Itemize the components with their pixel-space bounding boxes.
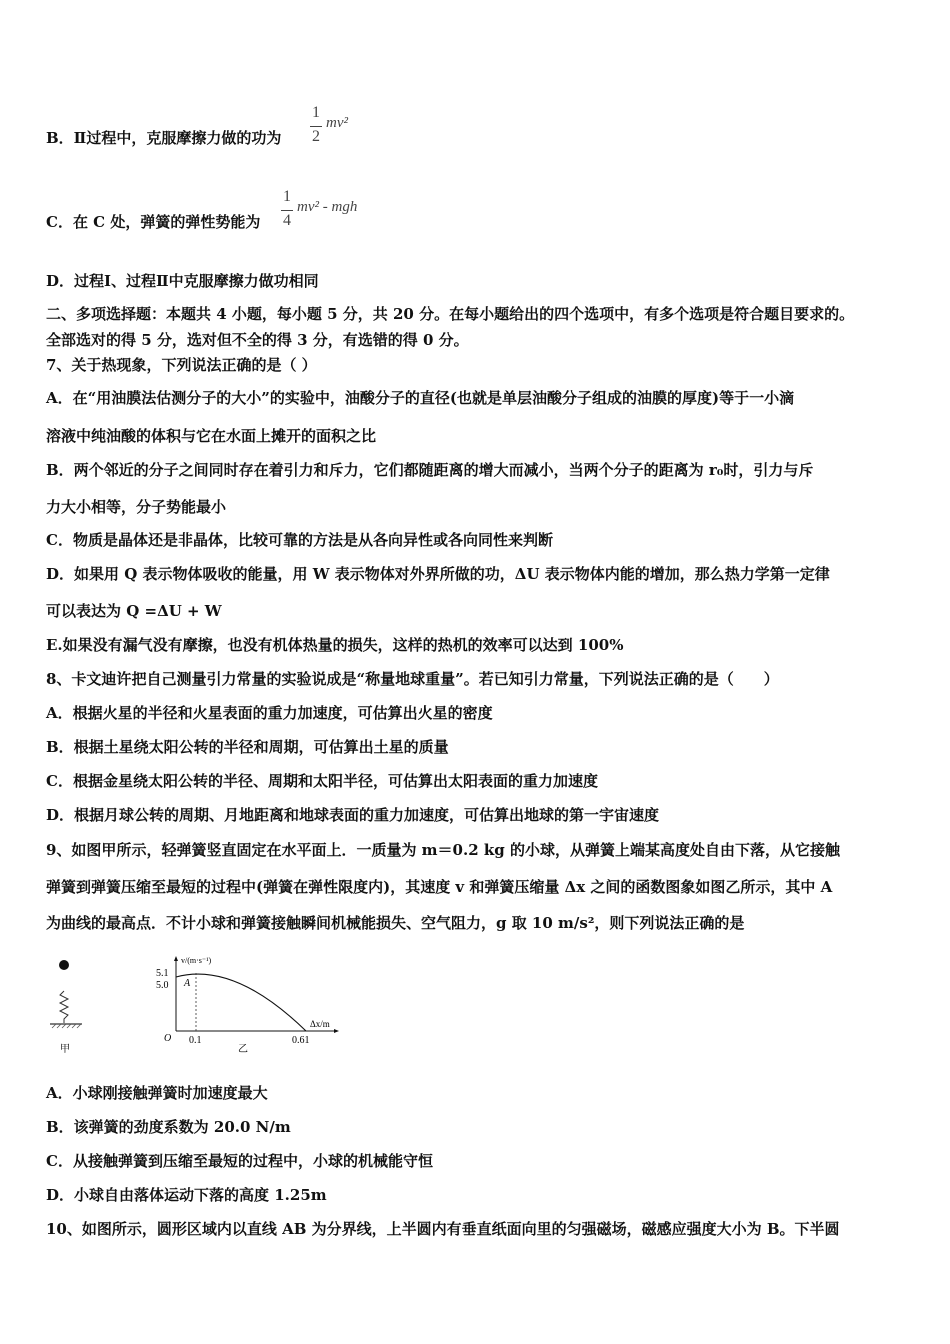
q7-option-a-1: A．在“用油膜法估测分子的大小”的实验中，油酸分子的直径(也就是单层油酸分子组成的油膜的厚度)等于一小滴 bbox=[46, 389, 795, 407]
q9-stem-1: 9、如图甲所示，轻弹簧竖直固定在水平面上．一质量为 m＝0.2 kg 的小球，从弹簧上端某高度处自由下落，从它接触 bbox=[46, 841, 840, 859]
y-tick-5-1: 5.1 bbox=[156, 968, 169, 979]
label-jia: 甲 bbox=[60, 1044, 70, 1055]
section2-instructions-1: 二、多项选择题：本题共 4 小题，每小题 5 分，共 20 分。在每小题给出的四个选项中，有多个选项是符合题目要求的。 bbox=[46, 305, 855, 323]
q8-option-d: D．根据月球公转的周期、月地距离和地球表面的重力加速度，可估算出地球的第一宇宙速度 bbox=[46, 806, 660, 824]
q8-stem: 8、卡文迪许把自己测量引力常量的实验说成是“称量地球重量”。若已知引力常量，下列说法正确的是（ ） bbox=[46, 670, 779, 688]
ball-icon bbox=[59, 960, 69, 970]
point-a-label: A bbox=[184, 978, 191, 989]
option-c-prev: C．在 C 处，弹簧的弹性势能为 bbox=[46, 213, 261, 231]
q9-figure bbox=[44, 955, 364, 1065]
q9-option-a: A．小球刚接触弹簧时加速度最大 bbox=[46, 1084, 268, 1102]
y-tick-5-0: 5.0 bbox=[156, 980, 169, 991]
q10-stem: 10、如图所示，圆形区域内以直线 AB 为分界线，上半圆内有垂直纸面向里的匀强磁场，磁感应强度大小为 B。下半圆 bbox=[46, 1220, 840, 1238]
q7-option-b-1: B．两个邻近的分子之间同时存在着引力和斥力，它们都随距离的增大而减小，当两个分子的距离为 r₀时，引力与斥 bbox=[46, 461, 814, 479]
q9-option-b: B．该弹簧的劲度系数为 20.0 N/m bbox=[46, 1118, 291, 1136]
q7-option-b-2: 力大小相等，分子势能最小 bbox=[46, 498, 227, 516]
x-tick-0-61: 0.61 bbox=[292, 1035, 310, 1046]
q7-option-d-2: 可以表达为 Q =ΔU + W bbox=[46, 602, 222, 620]
x-axis-label: Δx/m bbox=[310, 1019, 330, 1029]
origin-label: O bbox=[164, 1033, 172, 1044]
velocity-curve bbox=[176, 974, 306, 1031]
spring-icon bbox=[60, 991, 68, 1023]
option-d-prev: D．过程Ⅰ、过程Ⅱ中克服摩擦力做功相同 bbox=[46, 272, 319, 290]
q9-stem-2: 弹簧到弹簧压缩至最短的过程中(弹簧在弹性限度内)，其速度 v 和弹簧压缩量 Δx 之间的函数图象如图乙所示，其中 A bbox=[46, 878, 833, 896]
q8-option-b: B．根据土星绕太阳公转的半径和周期，可估算出土星的质量 bbox=[46, 738, 449, 756]
q7-option-a-2: 溶液中纯油酸的体积与它在水面上摊开的面积之比 bbox=[46, 427, 377, 445]
q7-option-d-1: D．如果用 Q 表示物体吸收的能量，用 W 表示物体对外界所做的功，ΔU 表示物体内能的增加，那么热力学第一定律 bbox=[46, 565, 830, 583]
section2-instructions-2: 全部选对的得 5 分，选对但不全的得 3 分，有选错的得 0 分。 bbox=[46, 331, 469, 349]
q9-option-d: D．小球自由落体运动下落的高度 1.25m bbox=[46, 1186, 327, 1204]
q9-stem-3: 为曲线的最高点．不计小球和弹簧接触瞬间机械能损失、空气阻力，g 取 10 m/s²，则下列说法正确的是 bbox=[46, 914, 745, 932]
q7-option-c: C．物质是晶体还是非晶体，比较可靠的方法是从各向异性或各向同性来判断 bbox=[46, 531, 553, 549]
option-b-prev: B．Ⅱ过程中，克服摩擦力做的功为 bbox=[46, 129, 282, 147]
label-yi: 乙 bbox=[238, 1044, 248, 1055]
q7-option-e: E.如果没有漏气没有摩擦，也没有机体热量的损失，这样的热机的效率可以达到 100% bbox=[46, 636, 624, 654]
q8-option-a: A．根据火星的半径和火星表面的重力加速度，可估算出火星的密度 bbox=[46, 704, 493, 722]
y-axis-label: v/(m·s⁻¹) bbox=[181, 956, 212, 965]
x-tick-0-1: 0.1 bbox=[189, 1035, 202, 1046]
q8-option-c: C．根据金星绕太阳公转的半径、周期和太阳半径，可估算出太阳表面的重力加速度 bbox=[46, 772, 598, 790]
q9-option-c: C．从接触弹簧到压缩至最短的过程中，小球的机械能守恒 bbox=[46, 1152, 433, 1170]
q7-stem: 7、关于热现象，下列说法正确的是（ ） bbox=[46, 356, 317, 374]
